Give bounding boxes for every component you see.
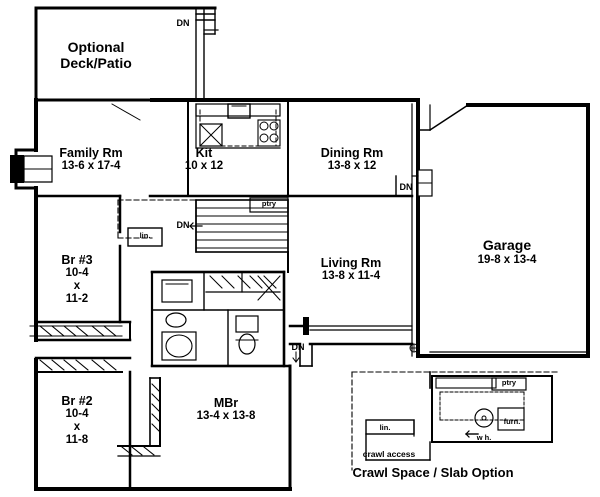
crawl-space-title: Crawl Space / Slab Option (352, 465, 514, 480)
annotation-pantry-main: ptry (261, 199, 277, 208)
room-dimensions: 10-4 (65, 408, 89, 420)
room-dimensions: 13-8 x 12 (327, 160, 377, 172)
room-dimensions-2: 11-2 (65, 292, 89, 305)
room-name-line2: Deck/Patio (60, 54, 132, 71)
room-label-living-room (290, 256, 412, 283)
room-name: Br #2 (61, 394, 93, 408)
room-label-bedroom-2 (40, 394, 114, 447)
room-label-master-bedroom (168, 396, 284, 423)
room-label-family-room (16, 146, 166, 173)
annotation-linen-main: lin. (139, 231, 151, 240)
room-dimensions: 13-4 x 13-8 (196, 410, 256, 422)
room-label-garage (442, 238, 572, 267)
room-name: Living Rm (320, 256, 382, 270)
annotation-linen-crawl: lin. (379, 423, 391, 432)
room-dimensions-2: 11-8 (65, 433, 89, 446)
room-dimensions: 13-8 x 11-4 (321, 270, 381, 282)
annotation-dn-dining: DN (399, 182, 413, 192)
annotation-water-heater: w h. (476, 433, 492, 442)
room-name: Kit (195, 146, 213, 160)
room-label-dining-room (294, 146, 410, 173)
annotation-crawl-access: crawl access (362, 449, 416, 459)
room-dimensions: 13-6 x 17-4 (61, 160, 121, 172)
annotation-pantry-crawl: ptry (501, 378, 517, 387)
annotation-dn-living: DN (291, 342, 305, 352)
room-name: Optional (67, 39, 125, 55)
room-label-kitchen (176, 146, 232, 173)
room-name: MBr (213, 396, 239, 410)
room-dimensions: 10 x 12 (184, 160, 224, 172)
annotation-furnace: furn. (503, 417, 521, 426)
room-name: Dining Rm (320, 146, 384, 160)
annotation-dn-deck: DN (176, 18, 190, 28)
room-name: Family Rm (59, 146, 123, 160)
room-dimensions-sep: x (73, 279, 81, 292)
room-dimensions-sep: x (73, 420, 81, 433)
room-name: Garage (482, 237, 532, 253)
annotation-dn-stairs: DN (176, 220, 190, 230)
room-dimensions: 19-8 x 13-4 (477, 253, 537, 266)
room-label-bedroom-3 (40, 253, 114, 306)
room-name: Br #3 (61, 253, 93, 267)
room-dimensions: 10-4 (65, 267, 89, 279)
room-label-optional-deck-patio (16, 40, 176, 71)
